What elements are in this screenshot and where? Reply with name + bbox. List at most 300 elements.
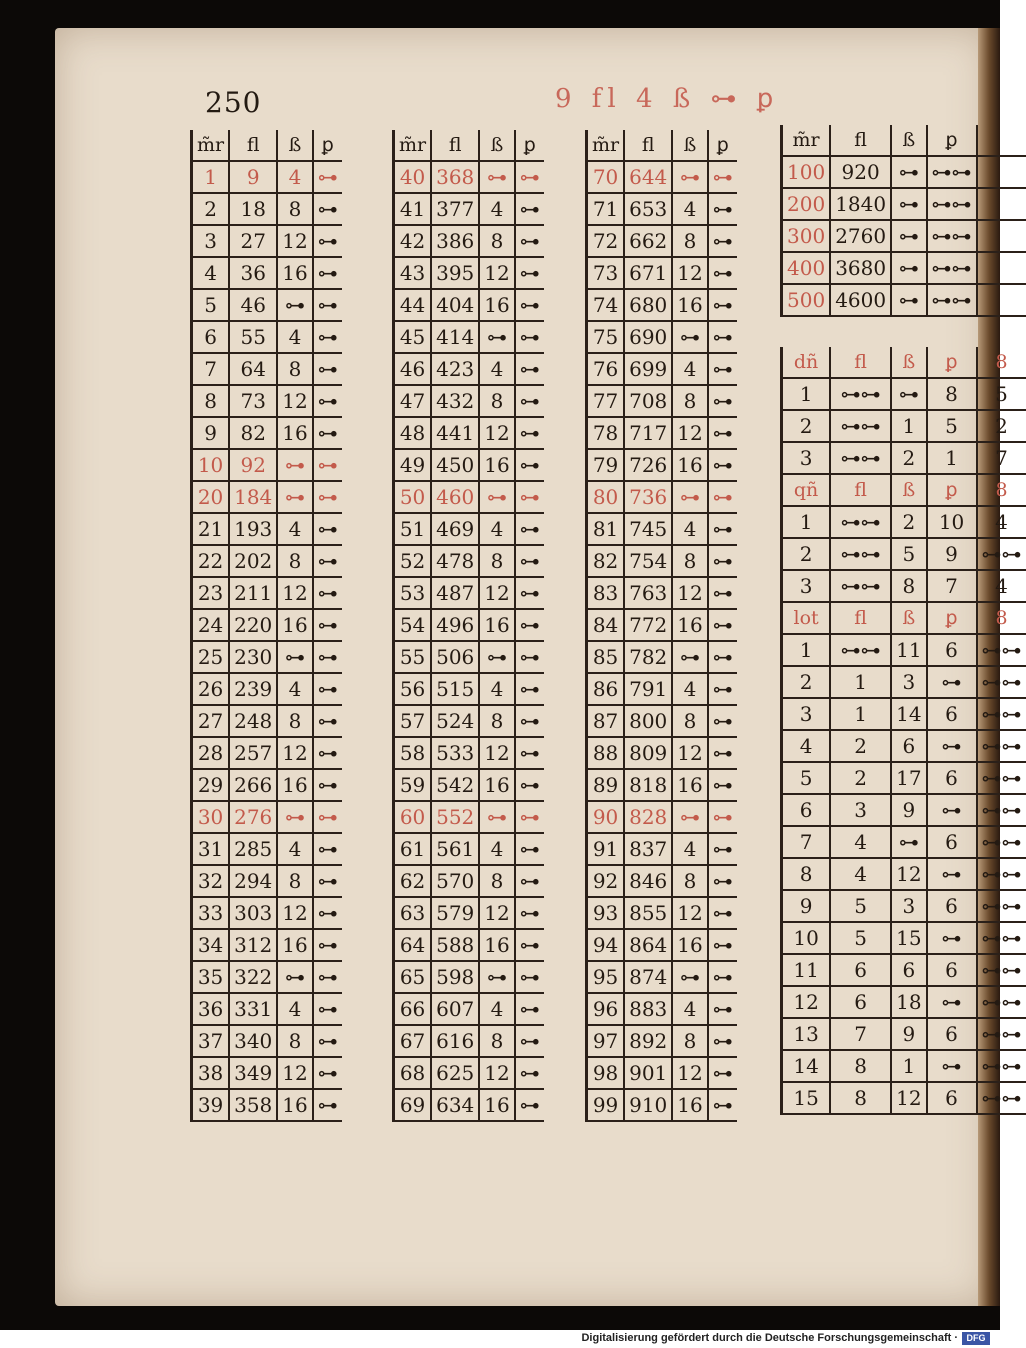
table-cell: 28	[192, 737, 230, 769]
table-cell: 43	[394, 257, 432, 289]
table-row	[782, 762, 1026, 794]
table-cell: ß	[891, 347, 926, 378]
table-row	[192, 961, 342, 993]
table-cell: 404	[431, 289, 479, 321]
table-cell: 12	[277, 1057, 312, 1089]
table-cell: ⊶	[479, 481, 514, 513]
table-cell: lot	[782, 602, 831, 634]
table-cell: ⊶	[313, 1057, 342, 1089]
table-cell: ⊶	[515, 993, 544, 1025]
table-cell: ⊶	[313, 545, 342, 577]
table-cell: ⊶	[277, 289, 312, 321]
table-cell: fl	[830, 602, 891, 634]
table-cell: 4	[277, 673, 312, 705]
table-row	[192, 897, 342, 929]
table-cell: 15	[891, 922, 926, 954]
table-cell: ⊶	[708, 673, 737, 705]
table-cell: 76	[587, 353, 625, 385]
table-cell: 10	[192, 449, 230, 481]
table-cell: 1	[830, 698, 891, 730]
table-cell: 266	[229, 769, 277, 801]
table-cell: ⊶	[708, 929, 737, 961]
table-row	[782, 826, 1026, 858]
table-cell: ß	[891, 474, 926, 506]
table-cell: 84	[587, 609, 625, 641]
table-cell: 3	[830, 794, 891, 826]
table-header-row	[587, 130, 737, 161]
table-cell: 533	[431, 737, 479, 769]
table-cell: 38	[192, 1057, 230, 1089]
table-cell: 8	[672, 385, 707, 417]
table-cell: 4	[479, 353, 514, 385]
table-row	[782, 698, 1026, 730]
table-cell: 4	[672, 353, 707, 385]
table-cell: 16	[277, 417, 312, 449]
table-cell: 16	[672, 929, 707, 961]
table-row	[782, 986, 1026, 1018]
table-cell: ⊶	[313, 193, 342, 225]
table-cell: 99	[587, 1089, 625, 1121]
table-cell: 12	[891, 1082, 926, 1114]
table-cell: ⊶	[708, 321, 737, 353]
table-cell: 680	[624, 289, 672, 321]
table-cell: 6	[927, 826, 977, 858]
table-cell: ⊶	[313, 417, 342, 449]
table-row	[587, 737, 737, 769]
table-cell: ⊶	[515, 289, 544, 321]
table-cell: 12	[479, 1057, 514, 1089]
table-row	[587, 673, 737, 705]
table-cell: 837	[624, 833, 672, 865]
table-cell: 37	[192, 1025, 230, 1057]
table-cell: ⊶	[708, 833, 737, 865]
table-cell: ⊶⊶	[977, 730, 1026, 762]
table-row	[782, 316, 1026, 347]
table-cell: 561	[431, 833, 479, 865]
table-cell: 4	[277, 161, 312, 193]
table-cell: 10	[782, 922, 831, 954]
table-cell: 53	[394, 577, 432, 609]
header-cell: ꝑ	[927, 125, 977, 156]
table-row	[782, 156, 1026, 188]
table-cell: 500	[782, 284, 831, 316]
table-cell: 44	[394, 289, 432, 321]
table-cell: 506	[431, 641, 479, 673]
table-cell: 331	[229, 993, 277, 1025]
table-cell: 8	[672, 1025, 707, 1057]
table-cell: 16	[277, 1089, 312, 1121]
header-cell: fl	[830, 125, 891, 156]
table-cell: 9	[782, 890, 831, 922]
table-row	[192, 257, 342, 289]
table-row	[394, 769, 544, 801]
table-cell: 65	[394, 961, 432, 993]
table-row	[394, 193, 544, 225]
table-row	[587, 321, 737, 353]
table-cell: ⊶	[515, 865, 544, 897]
table-cell: 2	[977, 410, 1026, 442]
table-cell: 8	[479, 545, 514, 577]
table-cell: 2	[830, 762, 891, 794]
header-cell: ꝑ	[708, 130, 737, 161]
table-cell: ⊶⊶	[977, 986, 1026, 1018]
table-row	[394, 513, 544, 545]
table-cell: 2	[192, 193, 230, 225]
table-row	[587, 257, 737, 289]
table-row	[394, 1025, 544, 1057]
table-cell: 8	[672, 225, 707, 257]
table-row	[394, 321, 544, 353]
table-column-4	[780, 125, 1026, 1115]
table-row	[192, 545, 342, 577]
table-cell: ⊶	[515, 609, 544, 641]
table-cell: 16	[672, 449, 707, 481]
table-cell: 8	[977, 474, 1026, 506]
table-cell: ⊶	[515, 193, 544, 225]
table-cell: 4	[977, 506, 1026, 538]
table-cell: ⊶	[708, 1057, 737, 1089]
table-cell: ⊶⊶	[830, 570, 891, 602]
table-cell: 7	[192, 353, 230, 385]
table-row	[394, 257, 544, 289]
table-row	[394, 641, 544, 673]
table-column-2	[392, 130, 544, 1122]
table-row	[782, 730, 1026, 762]
table-cell: ⊶	[515, 577, 544, 609]
table-cell: 644	[624, 161, 672, 193]
table-cell: 66	[394, 993, 432, 1025]
table-cell: 220	[229, 609, 277, 641]
table-cell: 16	[479, 289, 514, 321]
table-row	[192, 801, 342, 833]
table-cell: 726	[624, 449, 672, 481]
table-cell: 616	[431, 1025, 479, 1057]
table-cell: 607	[431, 993, 479, 1025]
table-cell: 77	[587, 385, 625, 417]
table-cell: ⊶	[708, 193, 737, 225]
table-cell: ⊶⊶	[977, 826, 1026, 858]
table-cell: ⊶	[672, 321, 707, 353]
table-row	[587, 1025, 737, 1057]
table-cell: 97	[587, 1025, 625, 1057]
table-cell: 772	[624, 609, 672, 641]
table-cell: 11	[782, 954, 831, 986]
table-row	[394, 1089, 544, 1121]
table-cell: ⊶	[479, 801, 514, 833]
table-cell	[977, 284, 1026, 316]
table-cell: 7	[977, 442, 1026, 474]
table-row	[782, 954, 1026, 986]
table-cell: 12	[479, 577, 514, 609]
table-cell: 51	[394, 513, 432, 545]
table-cell: 874	[624, 961, 672, 993]
table-cell: ⊶	[708, 1089, 737, 1121]
table-row	[192, 481, 342, 513]
table-cell: 8	[277, 353, 312, 385]
table-cell: 23	[192, 577, 230, 609]
table-cell: ⊶⊶	[830, 378, 891, 410]
table-row	[782, 474, 1026, 506]
table-cell: 414	[431, 321, 479, 353]
table-cell: 4	[782, 730, 831, 762]
table-row	[192, 289, 342, 321]
table-cell: ⊶	[515, 225, 544, 257]
table-cell: ⊶	[672, 161, 707, 193]
table-cell: 72	[587, 225, 625, 257]
table-cell: 12	[672, 737, 707, 769]
table-cell: 2	[782, 538, 831, 570]
table-cell: 12	[277, 577, 312, 609]
table-cell: 8	[672, 545, 707, 577]
table-cell: 846	[624, 865, 672, 897]
table-row	[587, 225, 737, 257]
table-cell: ⊶	[479, 321, 514, 353]
table-cell: ⊶	[515, 257, 544, 289]
table-cell: 570	[431, 865, 479, 897]
table-cell: ⊶	[927, 922, 977, 954]
table-cell: 79	[587, 449, 625, 481]
table-cell: 93	[587, 897, 625, 929]
table-cell: 20	[192, 481, 230, 513]
table-cell: 29	[192, 769, 230, 801]
table-row	[192, 1057, 342, 1089]
table-cell: 8	[672, 705, 707, 737]
table-cell: 87	[587, 705, 625, 737]
table-row	[587, 961, 737, 993]
table-cell: 100	[782, 156, 831, 188]
table-cell: 92	[229, 449, 277, 481]
table-cell	[977, 220, 1026, 252]
table-cell: 63	[394, 897, 432, 929]
table-cell: 4	[277, 993, 312, 1025]
table-cell: 21	[192, 513, 230, 545]
table-cell: 12	[672, 257, 707, 289]
table-cell: 717	[624, 417, 672, 449]
table-row	[394, 449, 544, 481]
table-cell: 16	[672, 1089, 707, 1121]
table-cell: 91	[587, 833, 625, 865]
table-cell: ⊶⊶	[977, 794, 1026, 826]
table-row	[782, 442, 1026, 474]
table-cell: 9	[229, 161, 277, 193]
table-row	[192, 449, 342, 481]
table-cell: ⊶	[891, 220, 926, 252]
table-cell: ⊶	[515, 353, 544, 385]
table-cell: ⊶⊶	[977, 666, 1026, 698]
table-cell: 73	[587, 257, 625, 289]
table-cell: 12	[479, 737, 514, 769]
table-cell: 81	[587, 513, 625, 545]
table-cell: ⊶	[891, 826, 926, 858]
table-cell: 441	[431, 417, 479, 449]
table-cell: 791	[624, 673, 672, 705]
table-cell: 515	[431, 673, 479, 705]
table-cell: 47	[394, 385, 432, 417]
conversion-table	[190, 130, 342, 1122]
table-cell: 386	[431, 225, 479, 257]
table-cell: 8	[277, 705, 312, 737]
table-row	[782, 794, 1026, 826]
table-cell: 12	[672, 1057, 707, 1089]
table-cell: ⊶	[479, 161, 514, 193]
table-cell: ⊶	[515, 449, 544, 481]
table-cell: 782	[624, 641, 672, 673]
table-cell: ⊶	[313, 705, 342, 737]
table-cell: 74	[587, 289, 625, 321]
table-cell: 12	[891, 858, 926, 890]
table-cell: 70	[587, 161, 625, 193]
table-cell: 8	[830, 1050, 891, 1082]
table-row	[192, 353, 342, 385]
table-cell: 5	[830, 922, 891, 954]
table-row	[192, 193, 342, 225]
table-row	[782, 922, 1026, 954]
table-cell: qñ	[782, 474, 831, 506]
table-cell: 12	[672, 577, 707, 609]
table-cell: 4	[830, 826, 891, 858]
table-cell: 55	[394, 641, 432, 673]
table-cell: ⊶	[277, 801, 312, 833]
header-cell: ß	[672, 130, 707, 161]
table-row	[192, 673, 342, 705]
table-row	[394, 353, 544, 385]
table-cell: 6	[927, 634, 977, 666]
table-cell: 8	[977, 602, 1026, 634]
table-row	[782, 506, 1026, 538]
table-cell: ⊶	[313, 1089, 342, 1121]
table-cell: ⊶	[277, 961, 312, 993]
table-cell: 671	[624, 257, 672, 289]
table-cell: 625	[431, 1057, 479, 1089]
table-cell: ⊶	[313, 993, 342, 1025]
conversion-table	[780, 125, 1026, 1115]
table-cell: 67	[394, 1025, 432, 1057]
table-row	[394, 737, 544, 769]
table-header-row	[782, 125, 1026, 156]
table-cell: 8	[891, 570, 926, 602]
table-cell: 94	[587, 929, 625, 961]
table-cell: 45	[394, 321, 432, 353]
table-cell: 96	[587, 993, 625, 1025]
table-row	[192, 513, 342, 545]
table-row	[587, 641, 737, 673]
table-cell: 478	[431, 545, 479, 577]
table-cell: 432	[431, 385, 479, 417]
table-cell: ⊶	[515, 1089, 544, 1121]
table-cell: 16	[479, 609, 514, 641]
table-cell: 285	[229, 833, 277, 865]
table-cell: ⊶	[515, 161, 544, 193]
table-row	[782, 538, 1026, 570]
table-cell	[977, 316, 1026, 347]
table-cell: 13	[782, 1018, 831, 1050]
table-cell: 12	[672, 417, 707, 449]
table-row	[394, 897, 544, 929]
table-cell: 31	[192, 833, 230, 865]
table-cell: 46	[229, 289, 277, 321]
table-cell: 24	[192, 609, 230, 641]
table-cell: ⊶⊶	[977, 922, 1026, 954]
table-cell: 32	[192, 865, 230, 897]
table-row	[394, 609, 544, 641]
table-row	[782, 890, 1026, 922]
table-row	[782, 220, 1026, 252]
table-row	[782, 284, 1026, 316]
table-cell: 1	[927, 442, 977, 474]
table-cell: 6	[782, 794, 831, 826]
table-cell: 699	[624, 353, 672, 385]
table-cell: 41	[394, 193, 432, 225]
table-cell: 312	[229, 929, 277, 961]
table-cell: ⊶	[891, 284, 926, 316]
table-cell: 754	[624, 545, 672, 577]
table-cell: ⊶	[515, 833, 544, 865]
table-row	[782, 570, 1026, 602]
table-cell: 8	[277, 865, 312, 897]
table-cell: ⊶	[927, 1050, 977, 1082]
table-cell: 8	[479, 865, 514, 897]
header-cell: m̃r	[192, 130, 230, 161]
table-cell: 690	[624, 321, 672, 353]
table-row	[394, 545, 544, 577]
table-cell: 27	[192, 705, 230, 737]
table-cell: ⊶⊶	[977, 1018, 1026, 1050]
table-cell: 12	[277, 385, 312, 417]
table-cell: 239	[229, 673, 277, 705]
table-cell: ⊶⊶	[927, 156, 977, 188]
table-cell: ⊶	[708, 609, 737, 641]
table-cell: ⊶	[479, 961, 514, 993]
table-cell: 39	[192, 1089, 230, 1121]
table-cell: 855	[624, 897, 672, 929]
table-cell: ⊶⊶	[977, 858, 1026, 890]
table-cell: ⊶	[313, 353, 342, 385]
table-cell: ⊶	[708, 257, 737, 289]
table-cell: 16	[479, 449, 514, 481]
table-row	[394, 993, 544, 1025]
table-cell: ⊶	[708, 897, 737, 929]
table-cell: 5	[782, 762, 831, 794]
table-cell: ⊶	[708, 577, 737, 609]
table-cell: 460	[431, 481, 479, 513]
table-cell: 82	[229, 417, 277, 449]
table-cell: ⊶	[927, 858, 977, 890]
table-row	[192, 225, 342, 257]
table-cell: 3680	[830, 252, 891, 284]
table-cell: 1	[830, 666, 891, 698]
table-cell: ⊶	[891, 188, 926, 220]
table-row	[587, 449, 737, 481]
dfg-logo: DFG	[962, 1332, 990, 1345]
table-cell: 18	[229, 193, 277, 225]
table-cell: ⊶	[515, 801, 544, 833]
table-cell: ⊶⊶	[977, 1082, 1026, 1114]
table-cell: 50	[394, 481, 432, 513]
page-number: 250	[205, 86, 262, 119]
table-cell: 30	[192, 801, 230, 833]
table-cell: ⊶	[313, 1025, 342, 1057]
table-cell: ⊶⊶	[830, 442, 891, 474]
table-cell: 8	[479, 1025, 514, 1057]
table-row	[782, 378, 1026, 410]
table-cell: 6	[927, 954, 977, 986]
table-cell: 2	[830, 730, 891, 762]
table-cell: ⊶	[515, 545, 544, 577]
table-cell: 763	[624, 577, 672, 609]
table-cell: 52	[394, 545, 432, 577]
table-cell: 248	[229, 705, 277, 737]
table-cell: 33	[192, 897, 230, 929]
